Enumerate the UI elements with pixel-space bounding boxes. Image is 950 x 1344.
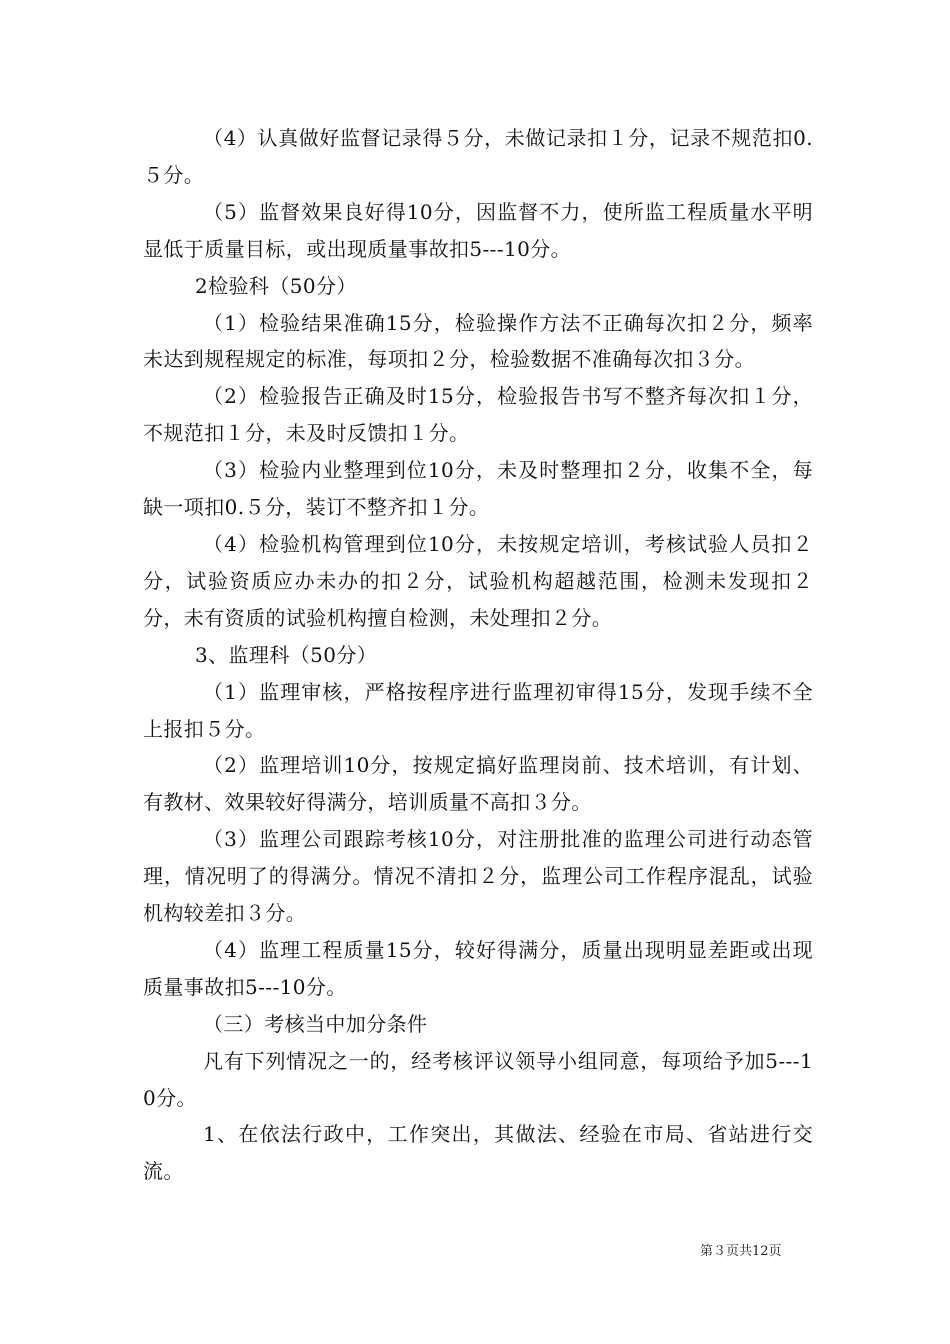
paragraph: （3）监理公司跟踪考核10分，对注册批准的监理公司进行动态管理，情况明了的得满分。情况不清扣２分，监理公司工作程序混乱，试验机构较差扣３分。 xyxy=(143,827,813,926)
paragraph: 1、在依法行政中，工作突出，其做法、经验在市局、省站进行交流。 xyxy=(143,1122,813,1184)
document-body xyxy=(143,120,813,1190)
paragraph: （4）监理工程质量15分，较好得满分，质量出现明显差距或出现质量事故扣5---10分。 xyxy=(143,937,813,999)
section-heading: 3、监理科（50分） xyxy=(195,642,378,667)
paragraph: （4）检验机构管理到位10分，未按规定培训，考核试验人员扣２分，试验资质应办未办的扣２分，试验机构超越范围，检测未发现扣２分，未有资质的试验机构擅自检测，未处理扣２分。 xyxy=(143,531,813,630)
paragraph: （5）监督效果良好得10分，因监督不力，使所监工程质量水平明显低于质量目标，或出现质量事故扣5---10分。 xyxy=(143,199,813,261)
paragraph: （4）认真做好监督记录得５分，未做记录扣１分，记录不规范扣0.５分。 xyxy=(143,126,813,187)
paragraph: （1）监理审核，严格按程序进行监理初审得15分，发现手续不全上报扣５分。 xyxy=(143,679,813,741)
section-heading: （三）考核当中加分条件 xyxy=(203,1011,428,1036)
section-heading: 2检验科（50分） xyxy=(195,273,357,298)
paragraph: （2）检验报告正确及时15分，检验报告书写不整齐每次扣１分，不规范扣１分，未及时反馈扣１分。 xyxy=(143,384,813,446)
paragraph: （1）检验结果准确15分，检验操作方法不正确每次扣２分，频率未达到规程规定的标准，每项扣２分，检验数据不准确每次扣３分。 xyxy=(143,310,813,372)
paragraph: （3）检验内业整理到位10分，未及时整理扣２分，收集不全，每缺一项扣0.５分，装订不整齐扣１分。 xyxy=(143,458,813,520)
page-number: 第３页共12页 xyxy=(700,1244,782,1259)
paragraph: 凡有下列情况之一的，经考核评议领导小组同意，每项给予加5---10分。 xyxy=(143,1048,813,1110)
paragraph: （2）监理培训10分，按规定搞好监理岗前、技术培训，有计划、有教材、效果较好得满分，培训质量不高扣３分。 xyxy=(143,753,813,815)
